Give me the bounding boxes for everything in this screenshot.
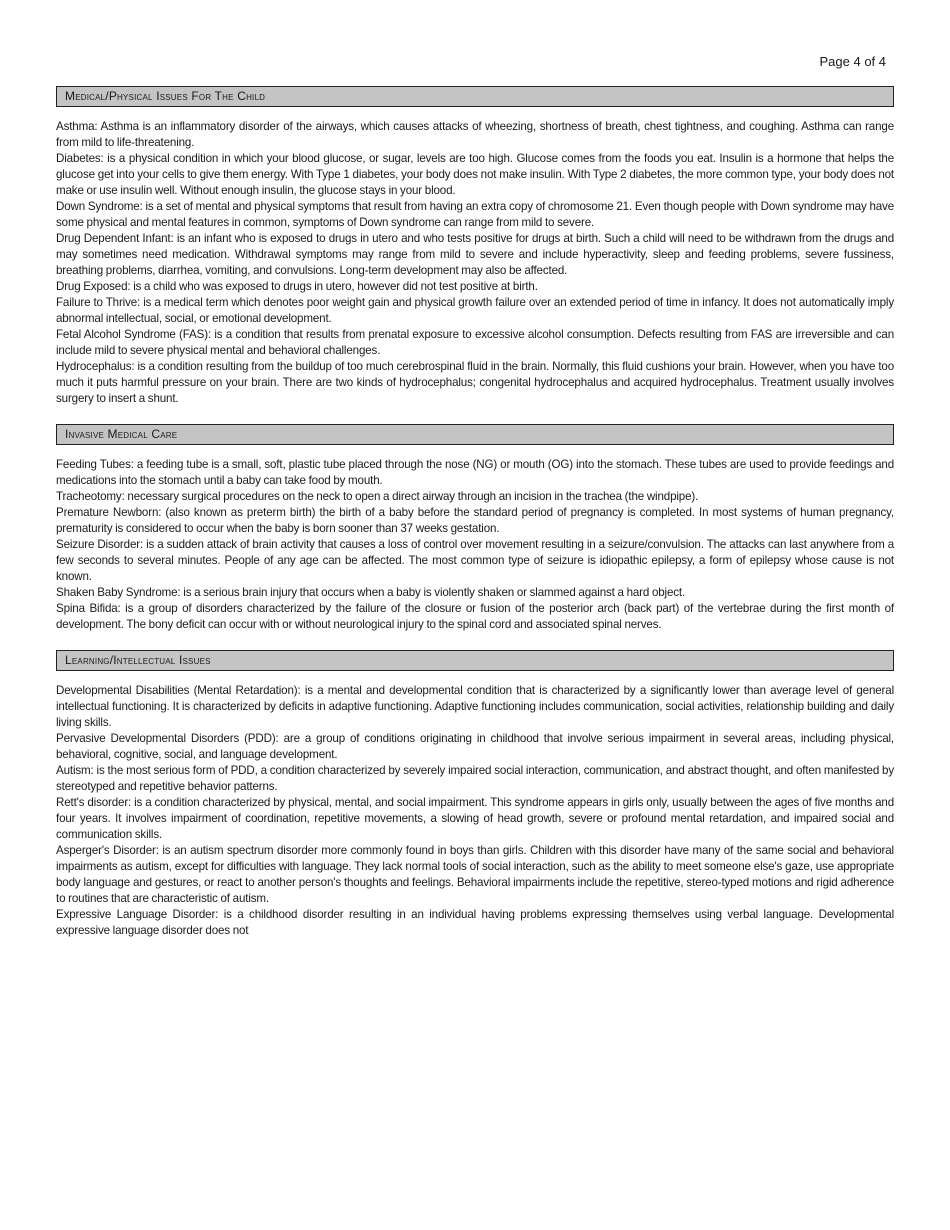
- definition-failure-to-thrive: Failure to Thrive: is a medical term which denotes poor weight gain and physical growth failure over an extended period of time in infancy. It does not automatically imply abnormal intellectual, social, or emotional development.: [56, 296, 894, 325]
- definition-retts-disorder: Rett's disorder: is a condition characterized by physical, mental, and social impairment. This syndrome appears in girls only, usually between the ages of five months and four years. It involves impairment of coordination, repetitive movements, a slowing of head growth, severe or profound mental retardation, and impaired social and communication skills.: [56, 796, 894, 841]
- definition-developmental-disabilities: Developmental Disabilities (Mental Retardation): is a mental and developmental condition that is characterized by a significantly lower than average level of general intellectual functioning. It is characterized by deficits in adaptive functioning. Adaptive functioning includes communication, social activities, relationship building and daily living skills.: [56, 684, 894, 729]
- definition-spina-bifida: Spina Bifida: is a group of disorders characterized by the failure of the closure or fusion of the posterior arch (back part) of the vertebrae during the first month of development. The bony deficit can occur with or without neurological injury to the spinal cord and associated spinal nerves.: [56, 602, 894, 631]
- definition-drug-dependent-infant: Drug Dependent Infant: is an infant who is exposed to drugs in utero and who tests positive for drugs at birth. Such a child will need to be withdrawn from the drugs and may sometimes need medication. Withdrawal symptoms may range from mild to severe and include hyperactivity, sleep and feeding problems, severe fussiness, breathing problems, diarrhea, vomiting, and convulsions. Long-term development may also be affected.: [56, 232, 894, 277]
- section-header: Learning/Intellectual Issues: [56, 650, 894, 671]
- definition-down-syndrome: Down Syndrome: is a set of mental and physical symptoms that result from having an extra copy of chromosome 21. Even though people with Down syndrome may have some physical and mental features in common, symptoms of Down syndrome can range from mild to severe.: [56, 200, 894, 229]
- section-learning-intellectual-issues: [56, 650, 894, 939]
- definition-drug-exposed: Drug Exposed: is a child who was exposed to drugs in utero, however did not test positive at birth.: [56, 280, 538, 293]
- definition-seizure-disorder: Seizure Disorder: is a sudden attack of brain activity that causes a loss of control over movement resulting in a seizure/convulsion. The attacks can last anywhere from a few seconds to several minutes. People of any age can be affected. The most common type of seizure is idiopathic epilepsy, a form of epilepsy whose cause is not known.: [56, 538, 894, 583]
- definition-feeding-tubes: Feeding Tubes: a feeding tube is a small, soft, plastic tube placed through the nose (NG) or mouth (OG) into the stomach. These tubes are used to provide feedings and medications into the stomach until a baby can take food by mouth.: [56, 458, 894, 487]
- definition-aspergers-disorder: Asperger's Disorder: is an autism spectrum disorder more commonly found in boys than girls. Children with this disorder have many of the same social and behavioral impairments as autism, except for difficulties with language. They lack normal tools of social interaction, such as the ability to meet someone else's gaze, use appropriate body language and gestures, or react to another person's thoughts and feelings. Behavioral impairments include the repetitive, stereo-typed motions and rigid adherence to routines that are characteristic of autism.: [56, 844, 894, 905]
- section-medical-physical-issues: [56, 86, 894, 407]
- section-body: [56, 457, 894, 633]
- page-number: Page 4 of 4: [819, 54, 886, 69]
- section-invasive-medical-care: [56, 424, 894, 633]
- definition-diabetes: Diabetes: is a physical condition in which your blood glucose, or sugar, levels are too high. Glucose comes from the foods you eat. Insulin is a hormone that helps the glucose get into your cells to give them energy. With Type 1 diabetes, your body does not make insulin. With Type 2 diabetes, the more common type, your body does not make or use insulin well. Without enough insulin, the glucose stays in your blood.: [56, 152, 894, 197]
- section-body: [56, 683, 894, 939]
- definition-pervasive-developmental-disorders: Pervasive Developmental Disorders (PDD): are a group of conditions originating in childhood that involve serious impairment in several areas, including physical, behavioral, cognitive, social, and language development.: [56, 732, 894, 761]
- definition-hydrocephalus: Hydrocephalus: is a condition resulting from the buildup of too much cerebrospinal fluid in the brain. Normally, this fluid cushions your brain. However, when you have too much it puts harmful pressure on your brain. There are two kinds of hydrocephalus; congenital hydrocephalus and acquired hydrocephalus. Treatment usually involves surgery to insert a shunt.: [56, 360, 894, 405]
- definition-shaken-baby-syndrome: Shaken Baby Syndrome: is a serious brain injury that occurs when a baby is violently shaken or slammed against a hard object.: [56, 586, 686, 599]
- definition-autism: Autism: is the most serious form of PDD, a condition characterized by severely impaired social interaction, communication, and abstract thought, and often manifested by stereotyped and repetitive behavior patterns.: [56, 764, 894, 793]
- section-body: [56, 119, 894, 407]
- section-header: Invasive Medical Care: [56, 424, 894, 445]
- definition-premature-newborn: Premature Newborn: (also known as preterm birth) the birth of a baby before the standard period of pregnancy is completed. In most systems of human pregnancy, prematurity is considered to occur when the baby is born sooner than 37 weeks gestation.: [56, 506, 894, 535]
- definition-fetal-alcohol-syndrome: Fetal Alcohol Syndrome (FAS): is a condition that results from prenatal exposure to excessive alcohol consumption. Defects resulting from FAS are irreversible and can include mild to severe physical mental and behavioral challenges.: [56, 328, 894, 357]
- section-header: Medical/Physical Issues For The Child: [56, 86, 894, 107]
- document-content: [56, 86, 894, 939]
- definition-asthma: Asthma: Asthma is an inflammatory disorder of the airways, which causes attacks of wheezing, shortness of breath, chest tightness, and coughing. Asthma can range from mild to life-threatening.: [56, 120, 894, 149]
- definition-tracheotomy: Tracheotomy: necessary surgical procedures on the neck to open a direct airway through an incision in the trachea (the windpipe).: [56, 490, 699, 503]
- definition-expressive-language-disorder: Expressive Language Disorder: is a childhood disorder resulting in an individual having problems expressing themselves using verbal language. Developmental expressive language disorder does not: [56, 908, 894, 937]
